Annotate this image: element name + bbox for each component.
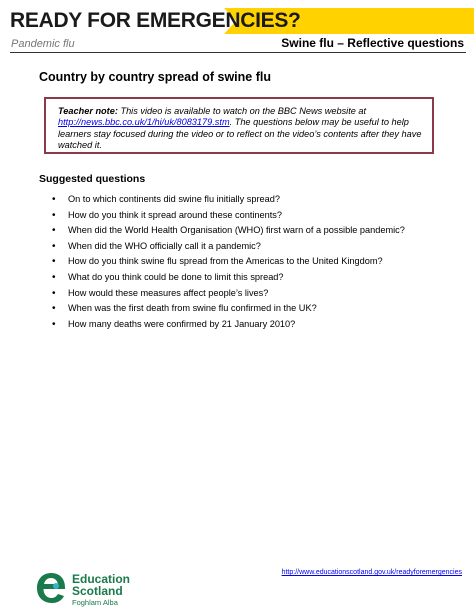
question-item: • When did the WHO officially call it a pandemic? [52,239,405,255]
teacher-note-label: Teacher note: [58,106,118,116]
logo-wordmark-line2: Scotland [72,584,123,598]
topic-label: Pandemic flu [11,38,75,50]
logo-wordmark-line1: Education [72,572,131,586]
document-title: Swine flu – Reflective questions [281,36,464,50]
questions-heading: Suggested questions [39,173,146,185]
teacher-note-box [44,97,434,154]
education-scotland-e-logo-icon [34,570,68,606]
footer-website-link[interactable]: http://www.educationscotland.gov.uk/readyforemergencies [281,569,462,576]
logo-subtitle: Foghlam Alba [72,598,118,607]
teacher-note-text-after: . The questions below may be useful to help learners stay focused during the video or to reflect on the video’s contents after they have watched it. [58,117,422,151]
banner-title: READY FOR EMERGENCIES? [10,9,301,32]
page-heading: Country by country spread of swine flu [39,70,271,84]
bbc-video-link[interactable]: http://news.bbc.co.uk/1/hi/uk/8083179.stm [58,117,230,128]
question-item: • How many deaths were confirmed by 21 January 2010? [52,317,405,333]
teacher-note-text-before: This video is available to watch on the BBC News website at [117,106,367,116]
question-item: • When did the World Health Organisation (WHO) first warn of a possible pandemic? [52,223,405,239]
question-item: • How would these measures affect people’s lives? [52,286,405,302]
question-item: • How do you think it spread around these continents? [52,208,405,224]
questions-list [52,192,405,332]
header-divider [10,52,466,53]
header-banner [0,0,474,34]
question-item: • When was the first death from swine flu confirmed in the UK? [52,301,405,317]
question-item: • What do you think could be done to limit this spread? [52,270,405,286]
question-item: • On to which continents did swine flu initially spread? [52,192,405,208]
question-item: • How do you think swine flu spread from the Americas to the United Kingdom? [52,254,405,270]
